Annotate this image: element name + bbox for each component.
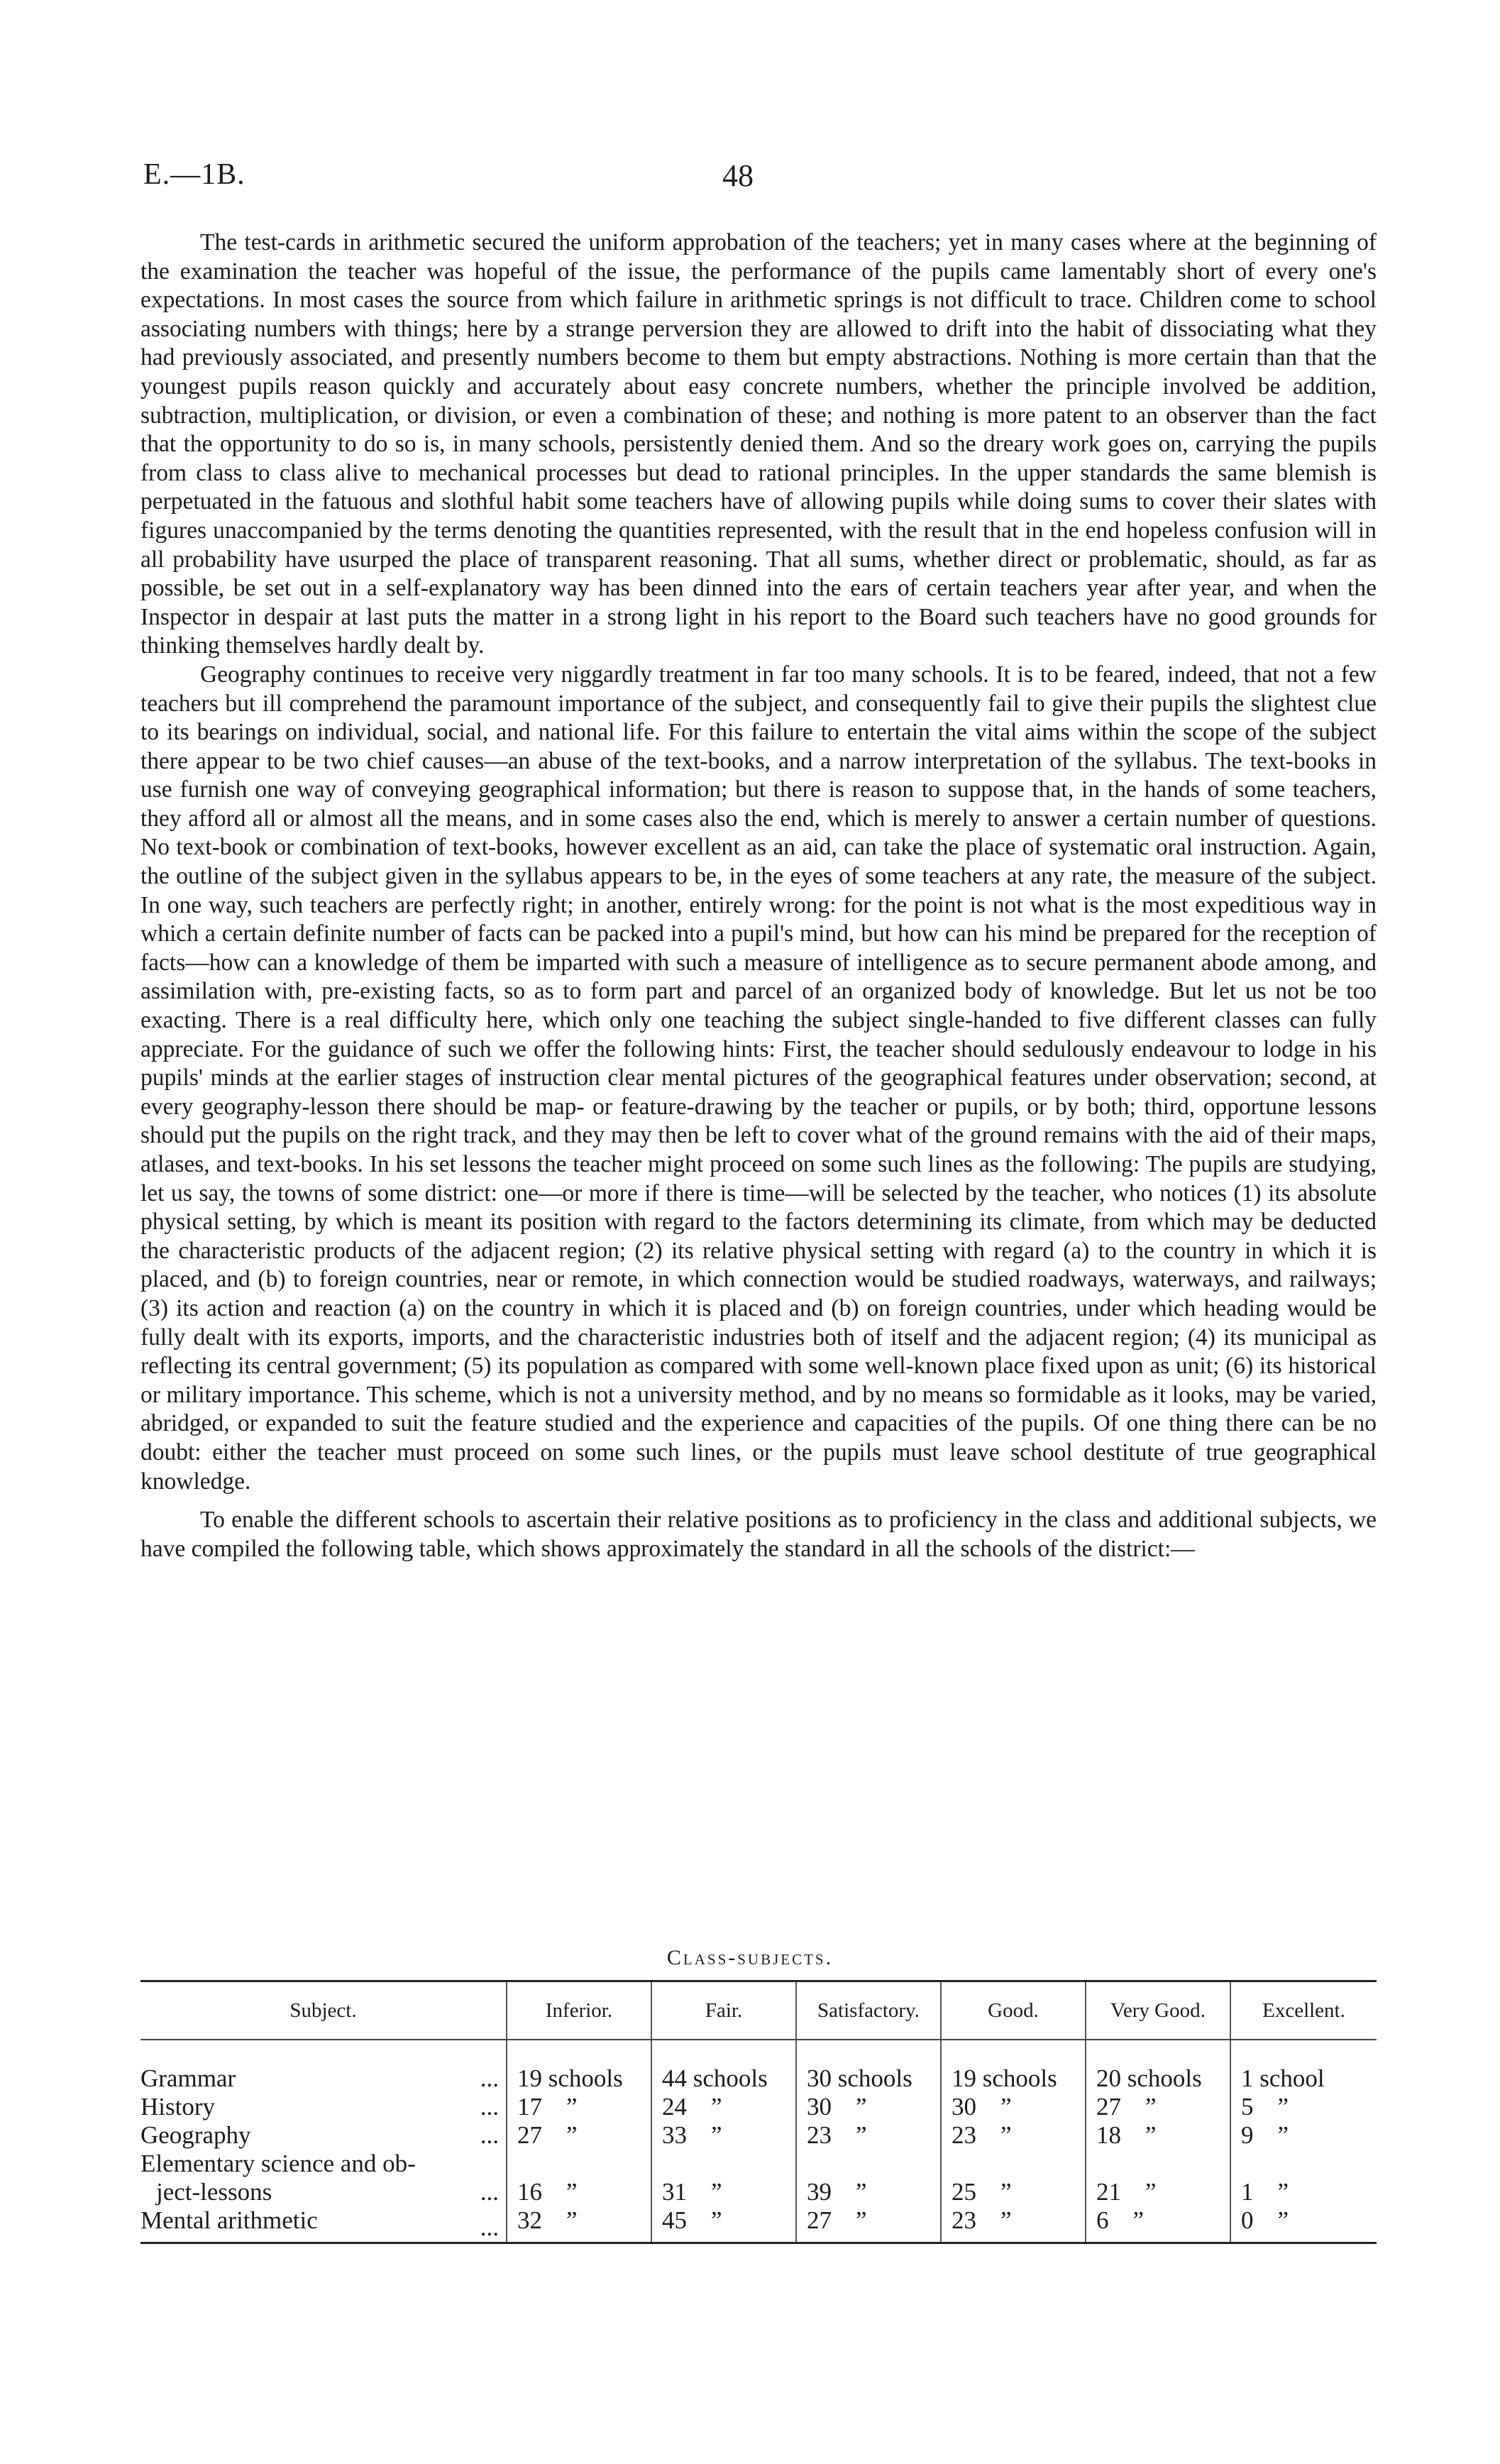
cell-value: 33 (662, 2121, 687, 2149)
cell-value: 23 (807, 2121, 832, 2149)
table-caption: Class-subjects. (666, 1946, 834, 1969)
cell-value: 23 (952, 2206, 976, 2234)
cell-value: 44 schools (662, 2064, 768, 2092)
body-text (140, 229, 1377, 1563)
cell-value: 45 (662, 2206, 687, 2234)
ditto-mark: ” (711, 2206, 722, 2234)
subject-name: Elementary science and ob- (140, 2150, 416, 2177)
cell-value: 18 (1096, 2121, 1121, 2149)
subject-name: Grammar (140, 2064, 236, 2092)
leader-dots: ... (480, 2121, 499, 2149)
document-reference: E.—1B. (143, 158, 246, 191)
ditto-mark: ” (566, 2121, 578, 2149)
subject-name: Mental arithmetic (140, 2206, 318, 2234)
ditto-mark: ” (566, 2206, 578, 2234)
cell-value: 21 (1096, 2178, 1121, 2206)
column-header: Very Good. (1086, 1981, 1230, 2040)
cell-value: 23 (952, 2121, 976, 2149)
column-header: Subject. (140, 1981, 507, 2040)
leader-dots: ... (480, 2213, 499, 2241)
ditto-mark: ” (1277, 2206, 1289, 2234)
ditto-mark: ” (856, 2121, 867, 2149)
cell-value: 27 (1096, 2093, 1121, 2121)
column-header: Good. (941, 1981, 1086, 2040)
cell-value: 17 (517, 2093, 542, 2121)
ditto-mark: ” (1000, 2121, 1012, 2149)
subject-name: History (140, 2093, 215, 2121)
ditto-mark: ” (1277, 2093, 1289, 2121)
ditto-mark: ” (1000, 2093, 1012, 2121)
ditto-mark: ” (1132, 2206, 1145, 2234)
ditto-mark: ” (856, 2178, 867, 2206)
cell-value: 9 (1241, 2121, 1254, 2149)
cell-value: 30 (807, 2093, 832, 2121)
ditto-mark: ” (711, 2121, 722, 2149)
ditto-mark: ” (1145, 2121, 1157, 2149)
table-row (140, 2121, 1377, 2150)
subject-name: Geography (140, 2121, 251, 2149)
table-row (140, 2150, 1377, 2178)
cell-value: 6 (1096, 2206, 1109, 2234)
ditto-mark: ” (856, 2206, 867, 2234)
column-header: Excellent. (1230, 1981, 1377, 2040)
cell-value: 19 schools (952, 2064, 1057, 2092)
ditto-mark: ” (711, 2093, 722, 2121)
paragraph-arithmetic: The test-cards in arithmetic secured the uniform approbation of the teachers; yet in many cases where at the beginning of the examination the teacher was hopeful of the issue, the performance of the pupils came lamentably short of every one's expectations. In most cases the source from which failure in arithmetic springs is not difficult to trace. Children come to school associating numbers with things; here by a strange perversion they are allowed to drift into the habit of dissociating what they had previously associated, and presently numbers become to them but empty abstractions. Nothing is more certain than that the youngest pupils reason quickly and accurately about easy concrete numbers, whether the principle involved be addition, subtraction, multiplication, or division, or even a combination of these; and nothing is more patent to an observer than the fact that the opportunity to do so is, in many schools, persistently denied them. And so the dreary work goes on, carrying the pupils from class to class alive to mechanical processes but dead to rational principles. In the upper standards the same blemish is perpetuated in the fatuous and slothful habit some teachers have of allowing pupils while doing sums to cover their slates with figures unaccompanied by the terms denoting the quantities represented, with the result that in the end hopeless confusion will in all probability have usurped the place of transparent reasoning. That all sums, whether direct or problematic, should, as far as possible, be set out in a self-explanatory way has been dinned into the ears of certain teachers year after year, and when the Inspector in despair at last puts the matter in a strong light in his report to the Board such teachers have no good grounds for thinking themselves hardly dealt by. (140, 229, 1377, 659)
ditto-mark: ” (1145, 2178, 1157, 2206)
ditto-mark: ” (1000, 2206, 1012, 2234)
cell-value: 39 (807, 2178, 832, 2206)
column-header: Fair. (651, 1981, 796, 2040)
ditto-mark: ” (1000, 2178, 1012, 2206)
cell-value: 25 (952, 2178, 976, 2206)
leader-dots: ... (480, 2093, 499, 2121)
leader-dots: ... (480, 2064, 499, 2092)
cell-value: 19 schools (517, 2064, 623, 2092)
table-row (140, 2178, 1377, 2206)
cell-value: 16 (517, 2178, 542, 2206)
table-row (140, 2093, 1377, 2121)
cell-value: 0 (1241, 2206, 1254, 2234)
ditto-mark: ” (566, 2093, 578, 2121)
table-row (140, 2064, 1377, 2093)
column-header: Satisfactory. (796, 1981, 941, 2040)
column-header: Inferior. (507, 1981, 651, 2040)
cell-value: 5 (1241, 2093, 1254, 2121)
table-row (140, 2206, 1377, 2243)
cell-value: 1 (1241, 2178, 1254, 2206)
leader-dots: ... (480, 2178, 499, 2206)
paragraph-geography: Geography continues to receive very niggardly treatment in far too many schools. It is to be feared, indeed, that not a few teachers but ill comprehend the paramount importance of the subject, and consequently fail to give their pupils the slightest clue to its bearings on individual, social, and national life. For this failure to entertain the vital aims within the scope of the subject there appear to be two chief causes—an abuse of the text-books, and a narrow interpretation of the syllabus. The text-books in use furnish one way of conveying geographical information; but there is reason to suppose that, in the hands of some teachers, they afford all or almost all the means, and in some cases also the end, which is merely to answer a certain number of questions. No text-book or combination of text-books, however excellent as an aid, can take the place of systematic oral instruction. Again, the outline of the subject given in the syllabus appears to be, in the eyes of some teachers at any rate, the measure of the subject. In one way, such teachers are perfectly right; in another, entirely wrong: for the point is not what is the most expeditious way in which a certain definite number of facts can be packed into a pupil's mind, but how can his mind be prepared for the reception of facts—how can a knowledge of them be imparted with such a measure of intelligence as to secure permanent abode among, and assimilation with, pre-existing facts, so as to form part and parcel of an organized body of knowledge. But let us not be too exacting. There is a real difficulty here, which only one teaching the subject single-handed to five different classes can fully appreciate. For the guidance of such we offer the following hints: First, the teacher should sedulously endeavour to lodge in his pupils' minds at the earlier stages of instruction clear mental pictures of the geographical features under observation; second, at every geography-lesson there should be map- or feature-drawing by the teacher or pupils, or by both; third, opportune lessons should put the pupils on the right track, and they may then be left to cover what of the ground remains with the aid of their maps, atlases, and text-books. In his set lessons the teacher might proceed on some such lines as the following: The pupils are studying, let us say, the towns of some district: one—or more if there is time—will be selected by the teacher, who notices (1) its absolute physical setting, by which is meant its position with regard to the factors determining its climate, from which may be deducted the characteristic products of the adjacent region; (2) its relative physical setting with regard (a) to the country in which it is placed, and (b) to foreign countries, near or remote, in which connection would be studied roadways, waterways, and railways; (3) its action and reaction (a) on the country in which it is placed and (b) on foreign countries, under which heading would be fully dealt with its exports, imports, and the characteristic industries both of itself and the adjacent region; (4) its municipal as reflecting its central government; (5) its population as compared with some well-known place fixed upon as unit; (6) its historical or military importance. This scheme, which is not a university method, and by no means so formidable as it looks, may be varied, abridged, or expanded to suit the feature studied and the experience and capacities of the pupils. Of one thing there can be no doubt: either the teacher must proceed on some such lines, or the pupils must leave school destitute of true geographical knowledge. (140, 661, 1377, 1495)
subject-name-continued: ject-lessons (156, 2178, 272, 2206)
ditto-mark: ” (711, 2178, 722, 2206)
class-subjects-table (140, 1980, 1377, 2244)
cell-value: 27 (517, 2121, 542, 2149)
cell-value: 1 school (1241, 2064, 1325, 2092)
cell-value: 30 (952, 2093, 976, 2121)
ditto-mark: ” (856, 2093, 867, 2121)
ditto-mark: ” (1277, 2178, 1289, 2206)
ditto-mark: ” (566, 2178, 578, 2206)
cell-value: 30 schools (807, 2064, 912, 2092)
page-number: 48 (722, 158, 754, 193)
cell-value: 20 schools (1096, 2064, 1202, 2092)
ditto-mark: ” (1277, 2121, 1289, 2149)
cell-value: 31 (662, 2178, 687, 2206)
ditto-mark: ” (1145, 2093, 1157, 2121)
cell-value: 24 (662, 2093, 687, 2121)
paragraph-table-intro: To enable the different schools to ascertain their relative positions as to proficiency in the class and additional subjects, we have compiled the following table, which shows approximately the standard in all the schools of the district:— (140, 1507, 1377, 1562)
cell-value: 27 (807, 2206, 832, 2234)
cell-value: 32 (517, 2206, 542, 2234)
table-header-row (140, 1981, 1377, 2040)
